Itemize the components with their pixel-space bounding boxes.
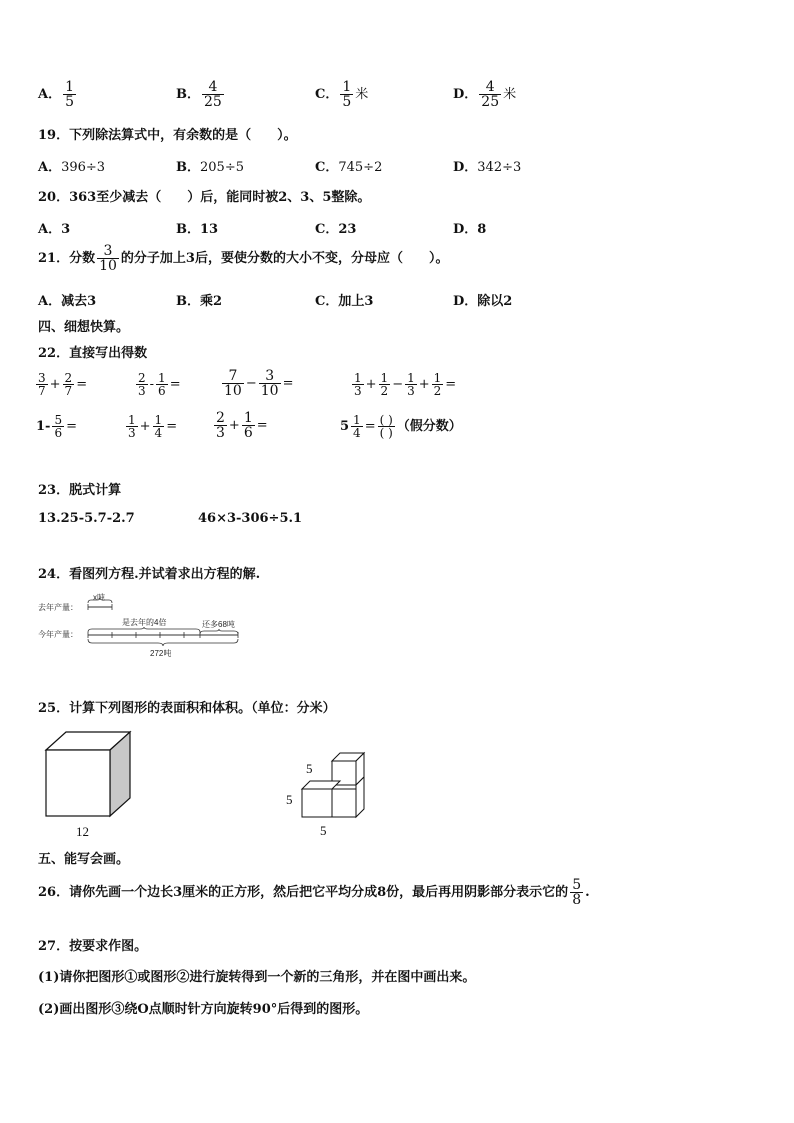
fraction: $\frac{1}{5}$ bbox=[342, 79, 352, 110]
more-label: 还多68吨 bbox=[202, 620, 235, 629]
q20-option-d: D．8 bbox=[453, 222, 487, 237]
more-brace bbox=[200, 629, 238, 634]
q27-part-2: (2)画出图形③绕O点顺时针方向旋转90°后得到的图形。 bbox=[38, 1002, 369, 1017]
q18-option-b: B． $\frac{4}{25}$ bbox=[176, 79, 222, 110]
times-brace bbox=[88, 627, 200, 632]
cube-figure bbox=[36, 726, 146, 841]
q22-expr-g: $\frac{2}{3}$ + $\frac{1}{6}$ = bbox=[216, 410, 268, 441]
fraction: $\frac{5}{8}$ bbox=[572, 877, 582, 908]
total-label: 272吨 bbox=[150, 649, 172, 658]
q21-option-c: C．加上3 bbox=[315, 294, 374, 309]
fraction: $\frac{1}{5}$ bbox=[65, 79, 75, 110]
q22-expr-f: $\frac{1}{3}$ + $\frac{1}{4}$ = bbox=[128, 413, 178, 440]
q19-option-d: D．342÷3 bbox=[453, 160, 522, 175]
q23-expr-1: 13.25-5.7-2.7 bbox=[38, 511, 135, 526]
times-label: 是去年的4倍 bbox=[122, 618, 167, 627]
left-label: 5 bbox=[286, 792, 293, 807]
this-year-label: 今年产量： bbox=[38, 630, 78, 639]
q22-expr-d: $\frac{1}{3}$ + $\frac{1}{2}$ − $\frac{1}{3}$ + $\frac{1}{2}$ = bbox=[354, 371, 457, 398]
q22-expr-e: 1- $\frac{5}{6}$ = bbox=[36, 413, 77, 440]
q21-option-a: A．减去3 bbox=[38, 294, 97, 309]
q20-option-b: B．13 bbox=[176, 222, 219, 237]
q24-stem: 24．看图列方程.并试着求出方程的解. bbox=[38, 567, 261, 582]
q22-stem: 22．直接写出得数 bbox=[38, 346, 148, 361]
q21-option-d: D．除以2 bbox=[453, 294, 513, 309]
total-brace bbox=[88, 639, 238, 646]
q21-stem: 21．分数 $\frac{3}{10}$ 的分子加上3后，要使分数的大小不变，分母应（ ）。 bbox=[38, 243, 449, 274]
q24-line-diagram bbox=[36, 590, 256, 662]
q22-expr-b: $\frac{2}{3}$ - $\frac{1}{6}$ = bbox=[138, 371, 181, 398]
last-year-label: 去年产量： bbox=[38, 603, 78, 612]
q22-expr-h: 5 $\frac{1}{4}$ = $\frac{( )}{( )}$ （假分数） bbox=[340, 413, 462, 440]
q26-stem: 26．请你先画一个边长3厘米的正方形，然后把它平均分成8份，最后再用阴影部分表示它的 $\frac{5}{8}$ . bbox=[38, 877, 590, 908]
q18-option-d: D． $\frac{4}{25}$ 米 bbox=[453, 79, 517, 110]
q23-expr-2: 46×3-306÷5.1 bbox=[198, 511, 303, 526]
top-label: 5 bbox=[306, 761, 313, 776]
q19-stem: 19．下列除法算式中，有余数的是（ ）。 bbox=[38, 128, 297, 143]
section-heading: 四、细想快算。 bbox=[38, 320, 130, 335]
section-heading: 五、能写会画。 bbox=[38, 852, 130, 867]
bottom-label: 5 bbox=[320, 823, 327, 838]
q22-expr-c: $\frac{7}{10}$ − $\frac{3}{10}$ = bbox=[224, 368, 294, 399]
q20-stem: 20．363至少减去（ ）后，能同时被2、3、5整除。 bbox=[38, 190, 371, 205]
q19-option-c: C．745÷2 bbox=[315, 160, 383, 175]
q27-part-1: (1)请你把图形①或图形②进行旋转得到一个新的三角形，并在图中画出来。 bbox=[38, 970, 476, 985]
cube-front-face bbox=[46, 750, 110, 816]
cube-edge-label: 12 bbox=[76, 824, 89, 839]
q19-option-b: B．205÷5 bbox=[176, 160, 244, 175]
q27-stem: 27．按要求作图。 bbox=[38, 939, 148, 954]
q25-stem: 25．计算下列图形的表面积和体积。（单位：分米） bbox=[38, 701, 336, 716]
q20-option-c: C．23 bbox=[315, 222, 357, 237]
q22-expr-a: $\frac{3}{7}$ + $\frac{2}{7}$ = bbox=[38, 371, 88, 398]
q23-stem: 23．脱式计算 bbox=[38, 483, 122, 498]
q19-option-a: A．396÷3 bbox=[38, 160, 106, 175]
small-cubes-figure bbox=[280, 746, 380, 841]
q18-option-c: C． $\frac{1}{5}$ 米 bbox=[315, 79, 369, 110]
fraction: $\frac{4}{25}$ bbox=[204, 79, 222, 110]
q20-option-a: A．3 bbox=[38, 222, 71, 237]
q18-option-a: A． $\frac{1}{5}$ bbox=[38, 79, 75, 110]
q21-option-b: B．乘2 bbox=[176, 294, 223, 309]
x-label: x吨 bbox=[93, 593, 105, 602]
fraction: $\frac{3}{10}$ bbox=[99, 243, 117, 274]
fraction: $\frac{4}{25}$ bbox=[481, 79, 500, 110]
